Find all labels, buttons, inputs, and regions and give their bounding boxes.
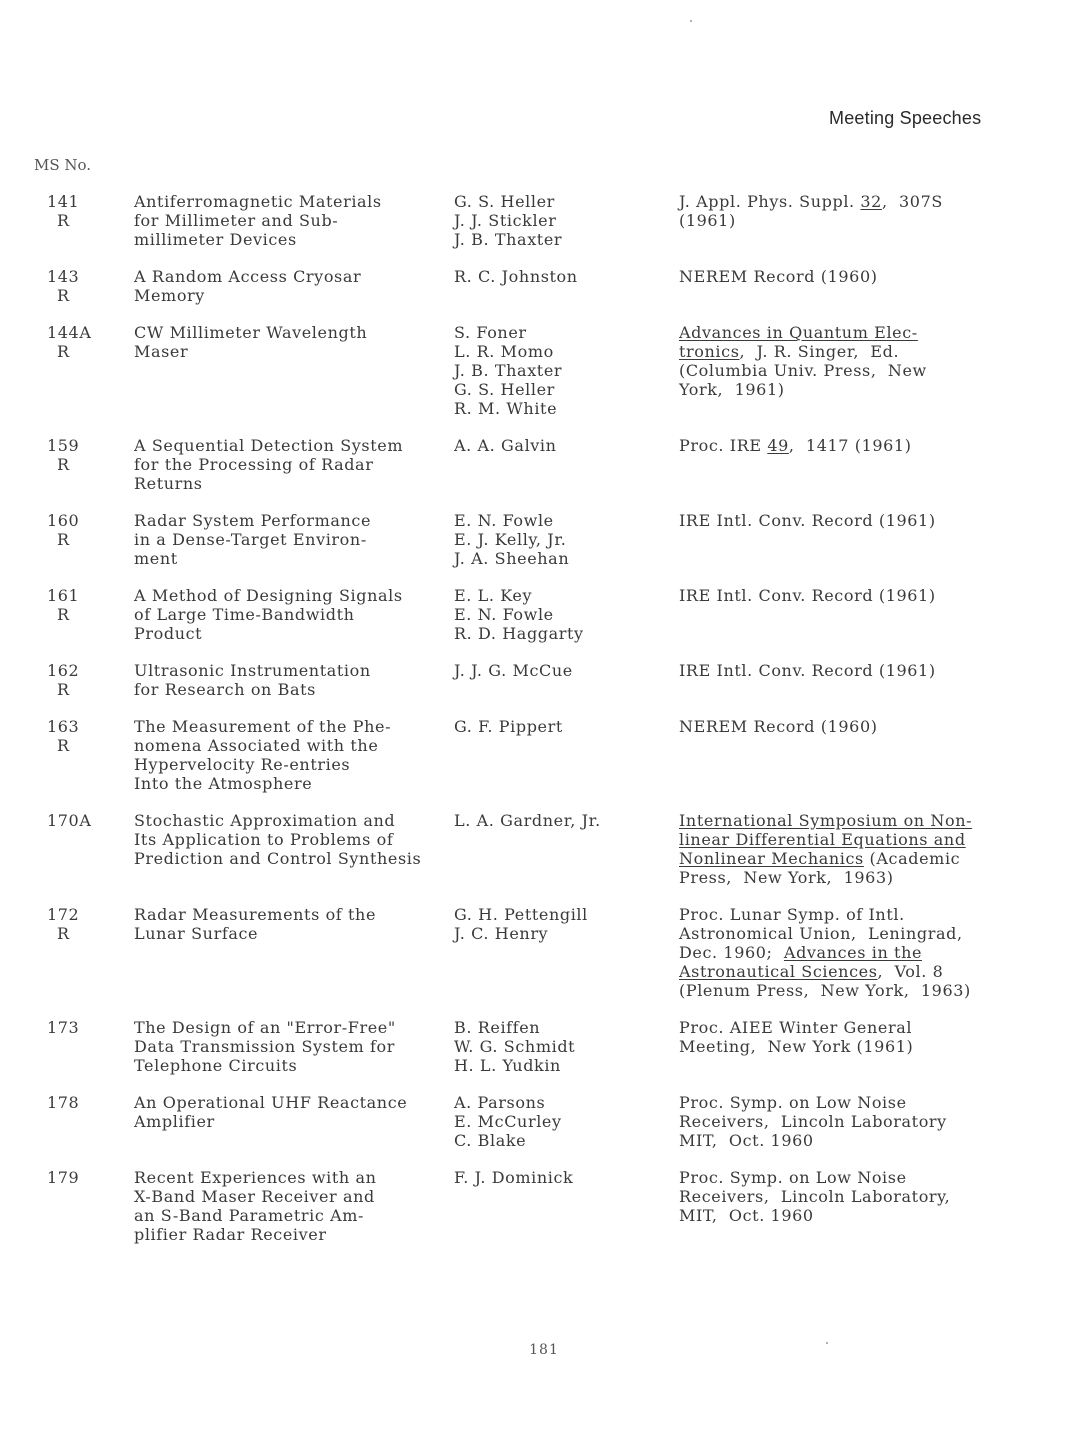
entry-authors	[454, 1168, 674, 1187]
publication-line	[679, 586, 1009, 605]
entry-publication	[679, 323, 1009, 399]
entry-authors	[454, 436, 674, 455]
publication-line	[679, 962, 1009, 981]
entry-authors	[454, 267, 674, 286]
title-line: A Random Access Cryosar	[134, 267, 362, 286]
entry-ms-number	[47, 1093, 117, 1112]
author-name: E. N. Fowle	[454, 605, 554, 624]
ms-flag: R	[57, 286, 70, 305]
underlined-citation-text: 32	[860, 192, 882, 211]
publication-line	[679, 830, 1009, 849]
page-header: Meeting Speeches	[829, 108, 982, 128]
author-name: E. L. Key	[454, 586, 533, 605]
entry-ms-number	[47, 192, 117, 230]
entry-publication	[679, 511, 1009, 530]
citation-text: (Academic	[863, 849, 961, 868]
publication-line	[679, 811, 1009, 830]
title-line: Hypervelocity Re-entries	[134, 755, 351, 774]
title-line: Data Transmission System for	[134, 1037, 396, 1056]
entry-authors	[454, 1093, 674, 1150]
entry-title	[134, 586, 454, 643]
author-name: J. B. Thaxter	[454, 361, 563, 380]
title-line: Antiferromagnetic Materials	[134, 192, 382, 211]
entry-publication	[679, 1093, 1009, 1150]
title-line: X-Band Maser Receiver and	[134, 1187, 375, 1206]
page-number: 181	[529, 1342, 559, 1358]
author-name: S. Foner	[454, 323, 527, 342]
ms-number: 141	[47, 192, 80, 211]
underlined-citation-text: Astronautical Sciences	[679, 962, 878, 981]
author-name: G. S. Heller	[454, 380, 555, 399]
title-line: CW Millimeter Wavelength	[134, 323, 368, 342]
author-name: L. R. Momo	[454, 342, 554, 361]
citation-text: , 1417 (1961)	[788, 436, 912, 455]
entry-authors	[454, 511, 674, 568]
ms-number: 178	[47, 1093, 80, 1112]
ms-number: 143	[47, 267, 80, 286]
title-line: A Method of Designing Signals	[134, 586, 403, 605]
publication-line	[679, 267, 1009, 286]
entry-title	[134, 661, 454, 699]
publication-line	[679, 380, 1009, 399]
ms-flag: R	[57, 530, 70, 549]
entry-publication	[679, 905, 1009, 1000]
ms-flag: R	[57, 455, 70, 474]
title-line: millimeter Devices	[134, 230, 297, 249]
underlined-citation-text: linear Differential Equations and	[679, 830, 966, 849]
entry-title	[134, 267, 454, 305]
entry-ms-number	[47, 323, 117, 361]
entry-publication	[679, 267, 1009, 286]
citation-text: Dec. 1960;	[679, 943, 784, 962]
title-line: an S-Band Parametric Am-	[134, 1206, 365, 1225]
title-line: A Sequential Detection System	[134, 436, 404, 455]
entry-publication	[679, 1018, 1009, 1056]
publication-line	[679, 905, 1009, 924]
underlined-citation-text: International Symposium on Non-	[679, 811, 973, 830]
citation-text: (Plenum Press, New York, 1963)	[679, 981, 971, 1000]
ms-number-column-label: MS No.	[34, 156, 92, 174]
entry-authors	[454, 323, 674, 418]
ms-number: 162	[47, 661, 80, 680]
publication-line	[679, 511, 1009, 530]
author-name: W. G. Schmidt	[454, 1037, 576, 1056]
entry-ms-number	[47, 717, 117, 755]
ms-flag: R	[57, 342, 70, 361]
entry-title	[134, 192, 454, 249]
title-line: for the Processing of Radar	[134, 455, 374, 474]
publication-line	[679, 436, 1009, 455]
ms-number: 179	[47, 1168, 80, 1187]
entry-authors	[454, 811, 674, 830]
author-name: B. Reiffen	[454, 1018, 541, 1037]
title-line: Recent Experiences with an	[134, 1168, 377, 1187]
title-line: Prediction and Control Synthesis	[134, 849, 422, 868]
publication-line	[679, 1093, 1009, 1112]
title-line: Its Application to Problems of	[134, 830, 394, 849]
citation-text: Receivers, Lincoln Laboratory,	[679, 1187, 951, 1206]
entry-title	[134, 1168, 454, 1244]
publication-line	[679, 868, 1009, 887]
author-name: C. Blake	[454, 1131, 527, 1150]
title-line: Lunar Surface	[134, 924, 259, 943]
publication-line	[679, 1187, 1009, 1206]
author-name: L. A. Gardner, Jr.	[454, 811, 601, 830]
ms-flag: R	[57, 736, 70, 755]
title-line: for Research on Bats	[134, 680, 316, 699]
entry-ms-number	[47, 811, 117, 830]
publication-line	[679, 1131, 1009, 1150]
citation-text: (1961)	[679, 211, 736, 230]
underlined-citation-text: Nonlinear Mechanics	[679, 849, 864, 868]
entry-authors	[454, 1018, 674, 1075]
publication-line	[679, 1206, 1009, 1225]
entry-publication	[679, 192, 1009, 230]
title-line: in a Dense-Target Environ-	[134, 530, 367, 549]
citation-text: IRE Intl. Conv. Record (1961)	[679, 661, 936, 680]
author-name: H. L. Yudkin	[454, 1056, 561, 1075]
publication-line	[679, 661, 1009, 680]
publication-line	[679, 342, 1009, 361]
underlined-citation-text: Advances in Quantum Elec-	[679, 323, 918, 342]
entry-ms-number	[47, 267, 117, 305]
author-name: G. S. Heller	[454, 192, 555, 211]
entry-title	[134, 811, 454, 868]
entry-title	[134, 1018, 454, 1075]
underlined-citation-text: Advances in the	[783, 943, 923, 962]
ms-number: 172	[47, 905, 80, 924]
title-line: The Measurement of the Phe-	[134, 717, 392, 736]
entry-publication	[679, 1168, 1009, 1225]
entry-authors	[454, 192, 674, 249]
publication-line	[679, 1168, 1009, 1187]
author-name: J. C. Henry	[454, 924, 549, 943]
author-name: J. B. Thaxter	[454, 230, 563, 249]
publication-line	[679, 981, 1009, 1000]
entry-title	[134, 436, 454, 493]
citation-text: IRE Intl. Conv. Record (1961)	[679, 511, 936, 530]
publication-line	[679, 192, 1009, 211]
title-line: Telephone Circuits	[134, 1056, 298, 1075]
citation-text: Receivers, Lincoln Laboratory	[679, 1112, 947, 1131]
entry-ms-number	[47, 586, 117, 624]
author-name: G. F. Pippert	[454, 717, 563, 736]
author-name: R. M. White	[454, 399, 558, 418]
citation-text: (Columbia Univ. Press, New	[679, 361, 927, 380]
title-line: for Millimeter and Sub-	[134, 211, 339, 230]
ms-flag: R	[57, 680, 70, 699]
entry-authors	[454, 586, 674, 643]
ms-flag: R	[57, 605, 70, 624]
title-line: Maser	[134, 342, 189, 361]
entry-authors	[454, 905, 674, 943]
publication-line	[679, 849, 1009, 868]
entry-authors	[454, 661, 674, 680]
ms-number: 170A	[47, 811, 92, 830]
title-line: of Large Time-Bandwidth	[134, 605, 355, 624]
title-line: Memory	[134, 286, 205, 305]
publication-line	[679, 717, 1009, 736]
ms-number: 161	[47, 586, 80, 605]
entry-title	[134, 717, 454, 793]
entry-ms-number	[47, 436, 117, 474]
citation-text: Press, New York, 1963)	[679, 868, 894, 887]
author-name: E. N. Fowle	[454, 511, 554, 530]
author-name: J. J. G. McCue	[454, 661, 573, 680]
ms-number: 160	[47, 511, 80, 530]
entry-publication	[679, 661, 1009, 680]
author-name: F. J. Dominick	[454, 1168, 574, 1187]
publication-line	[679, 943, 1009, 962]
author-name: A. A. Galvin	[454, 436, 557, 455]
author-name: R. D. Haggarty	[454, 624, 584, 643]
entry-ms-number	[47, 511, 117, 549]
publication-line	[679, 924, 1009, 943]
publication-line	[679, 323, 1009, 342]
title-line: Radar Measurements of the	[134, 905, 377, 924]
citation-text: Meeting, New York (1961)	[679, 1037, 914, 1056]
publication-line	[679, 1112, 1009, 1131]
citation-text: Proc. IRE	[679, 436, 768, 455]
underlined-citation-text: 49	[767, 436, 789, 455]
author-name: E. J. Kelly, Jr.	[454, 530, 567, 549]
ms-flag: R	[57, 211, 70, 230]
entry-publication	[679, 586, 1009, 605]
ms-number: 163	[47, 717, 80, 736]
ms-number: 159	[47, 436, 80, 455]
title-line: Stochastic Approximation and	[134, 811, 396, 830]
ms-flag: R	[57, 924, 70, 943]
citation-text: MIT, Oct. 1960	[679, 1131, 814, 1150]
ms-number: 144A	[47, 323, 92, 342]
title-line: Radar System Performance	[134, 511, 372, 530]
title-line: An Operational UHF Reactance	[134, 1093, 408, 1112]
title-line: Amplifier	[134, 1112, 215, 1131]
citation-text: , Vol. 8	[877, 962, 944, 981]
entry-ms-number	[47, 905, 117, 943]
citation-text: Proc. AIEE Winter General	[679, 1018, 913, 1037]
citation-text: Proc. Lunar Symp. of Intl.	[679, 905, 905, 924]
citation-text: York, 1961)	[679, 380, 785, 399]
entry-ms-number	[47, 1168, 117, 1187]
author-name: J. A. Sheehan	[454, 549, 570, 568]
entry-ms-number	[47, 1018, 117, 1037]
author-name: E. McCurley	[454, 1112, 562, 1131]
entry-ms-number	[47, 661, 117, 699]
author-name: A. Parsons	[454, 1093, 546, 1112]
author-name: R. C. Johnston	[454, 267, 578, 286]
citation-text: Proc. Symp. on Low Noise	[679, 1093, 907, 1112]
entry-publication	[679, 436, 1009, 455]
scan-speck	[690, 20, 692, 22]
citation-text: NEREM Record (1960)	[679, 717, 878, 736]
publication-line	[679, 1037, 1009, 1056]
citation-text: NEREM Record (1960)	[679, 267, 878, 286]
citation-text: , 307S	[881, 192, 943, 211]
publication-line	[679, 361, 1009, 380]
entry-publication	[679, 717, 1009, 736]
citation-text: J. Appl. Phys. Suppl.	[679, 192, 861, 211]
underlined-citation-text: tronics	[679, 342, 740, 361]
entry-title	[134, 905, 454, 943]
publication-line	[679, 211, 1009, 230]
citation-text: MIT, Oct. 1960	[679, 1206, 814, 1225]
entry-title	[134, 323, 454, 361]
entry-authors	[454, 717, 674, 736]
title-line: plifier Radar Receiver	[134, 1225, 327, 1244]
citation-text: , J. R. Singer, Ed.	[739, 342, 900, 361]
publication-line	[679, 1018, 1009, 1037]
citation-text: IRE Intl. Conv. Record (1961)	[679, 586, 936, 605]
entry-publication	[679, 811, 1009, 887]
citation-text: Astronomical Union, Leningrad,	[679, 924, 963, 943]
title-line: nomena Associated with the	[134, 736, 379, 755]
title-line: Returns	[134, 474, 203, 493]
ms-number: 173	[47, 1018, 80, 1037]
entry-title	[134, 1093, 454, 1131]
title-line: Into the Atmosphere	[134, 774, 313, 793]
author-name: J. J. Stickler	[454, 211, 557, 230]
citation-text: Proc. Symp. on Low Noise	[679, 1168, 907, 1187]
title-line: ment	[134, 549, 178, 568]
title-line: The Design of an "Error-Free"	[134, 1018, 396, 1037]
entry-title	[134, 511, 454, 568]
title-line: Ultrasonic Instrumentation	[134, 661, 371, 680]
author-name: G. H. Pettengill	[454, 905, 588, 924]
title-line: Product	[134, 624, 203, 643]
